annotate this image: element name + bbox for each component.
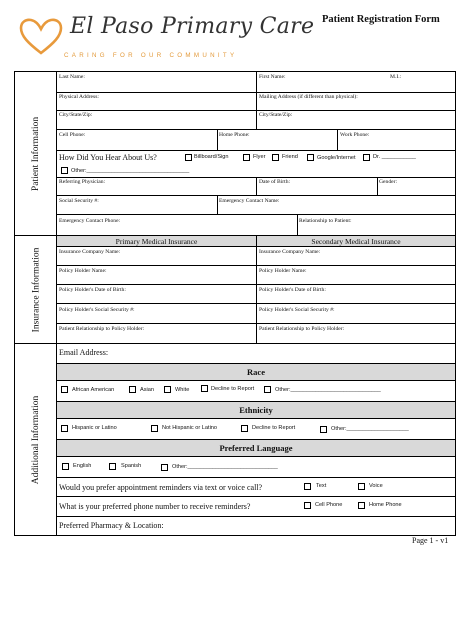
- brand-tagline: CARING FOR OUR COMMUNITY: [64, 52, 238, 59]
- race-african-american-label: African American: [72, 387, 115, 393]
- race-asian-checkbox[interactable]: [129, 386, 136, 393]
- ethnicity-hispanic-checkbox[interactable]: [61, 425, 68, 432]
- language-other-checkbox[interactable]: [161, 464, 168, 471]
- flyer-checkbox[interactable]: [243, 154, 250, 161]
- referring-physician-field[interactable]: Referring Physician:: [59, 179, 106, 185]
- race-header: Race: [57, 364, 455, 380]
- secondary-insurance-header: Secondary Medical Insurance: [257, 236, 455, 246]
- primary-insurance-header: Primary Medical Insurance: [57, 236, 256, 246]
- page-number: Page 1 - v1: [412, 536, 449, 545]
- section-additional-information: Additional Information: [31, 395, 42, 484]
- first-name-field[interactable]: First Name:: [259, 74, 286, 80]
- work-phone-field[interactable]: Work Phone:: [340, 132, 370, 138]
- friend-checkbox[interactable]: [272, 154, 279, 161]
- ethnicity-header: Ethnicity: [57, 402, 455, 418]
- reminder-voice-label: Voice: [369, 483, 383, 489]
- last-name-field[interactable]: Last Name:: [59, 74, 85, 80]
- ethnicity-decline-label: Decline to Report: [252, 425, 296, 431]
- city-state-zip-field[interactable]: City/State/Zip:: [59, 112, 93, 118]
- doctor-checkbox[interactable]: [363, 154, 370, 161]
- race-african-american-checkbox[interactable]: [61, 386, 68, 393]
- race-white-checkbox[interactable]: [164, 386, 171, 393]
- ethnicity-not-hispanic-label: Not Hispanic or Latino: [162, 425, 218, 431]
- hear-about-us-question: How Did You Hear About Us?: [59, 153, 157, 162]
- secondary-relationship-field[interactable]: Patient Relationship to Policy Holder:: [259, 326, 345, 332]
- primary-holder-dob-field[interactable]: Policy Holder's Date of Birth:: [59, 287, 126, 293]
- race-decline-checkbox[interactable]: [201, 385, 208, 392]
- other-source-field[interactable]: Other:_________________________________: [71, 168, 190, 174]
- reminder-text-checkbox[interactable]: [304, 483, 311, 490]
- mailing-address-field[interactable]: Mailing Address (if different than physical):: [259, 94, 358, 100]
- social-security-field[interactable]: Social Security #:: [59, 198, 99, 204]
- ethnicity-other-field[interactable]: Other:____________________: [331, 426, 409, 432]
- reminder-voice-checkbox[interactable]: [358, 483, 365, 490]
- race-other-checkbox[interactable]: [264, 386, 271, 393]
- other-source-checkbox[interactable]: [61, 167, 68, 174]
- primary-company-field[interactable]: Insurance Company Name:: [59, 249, 121, 255]
- section-patient-information: Patient Information: [31, 116, 42, 191]
- ethnicity-other-checkbox[interactable]: [320, 426, 327, 433]
- home-phone-field[interactable]: Home Phone:: [219, 132, 250, 138]
- language-other-field[interactable]: Other:_____________________________: [172, 464, 278, 470]
- physical-address-field[interactable]: Physical Address:: [59, 94, 99, 100]
- date-of-birth-field[interactable]: Date of Birth:: [259, 179, 291, 185]
- billboard-label: Billboard/Sign: [194, 154, 229, 160]
- reminder-cell-phone-checkbox[interactable]: [304, 502, 311, 509]
- cell-phone-field[interactable]: Cell Phone:: [59, 132, 86, 138]
- section-insurance-information: Insurance Information: [31, 247, 41, 332]
- reminder-text-label: Text: [316, 483, 327, 489]
- billboard-checkbox[interactable]: [185, 154, 192, 161]
- secondary-company-field[interactable]: Insurance Company Name:: [259, 249, 321, 255]
- race-decline-label: Decline to Report: [211, 386, 255, 392]
- primary-holder-name-field[interactable]: Policy Holder Name:: [59, 268, 107, 274]
- primary-relationship-field[interactable]: Patient Relationship to Policy Holder:: [59, 326, 145, 332]
- race-other-field[interactable]: Other:_____________________________: [275, 387, 381, 393]
- secondary-holder-ssn-field[interactable]: Policy Holder's Social Security #:: [259, 307, 335, 313]
- heart-logo-icon: [18, 17, 64, 57]
- language-english-checkbox[interactable]: [62, 463, 69, 470]
- ethnicity-hispanic-label: Hispanic or Latino: [72, 425, 117, 431]
- preferred-pharmacy-field[interactable]: Preferred Pharmacy & Location:: [59, 521, 164, 530]
- reminder-phone-question: What is your preferred phone number to receive reminders?: [59, 502, 251, 511]
- gender-field[interactable]: Gender:: [379, 179, 398, 185]
- ethnicity-decline-checkbox[interactable]: [241, 425, 248, 432]
- race-white-label: White: [175, 387, 190, 393]
- reminder-home-phone-checkbox[interactable]: [358, 502, 365, 509]
- email-address-field[interactable]: Email Address:: [59, 348, 109, 357]
- form-title: Patient Registration Form: [322, 14, 440, 25]
- preferred-language-header: Preferred Language: [57, 440, 455, 456]
- relationship-to-patient-field[interactable]: Relationship to Patient:: [299, 218, 352, 224]
- race-asian-label: Asian: [140, 387, 154, 393]
- language-spanish-label: Spanish: [121, 463, 142, 469]
- registration-form: [14, 71, 456, 536]
- primary-holder-ssn-field[interactable]: Policy Holder's Social Security #:: [59, 307, 135, 313]
- secondary-holder-dob-field[interactable]: Policy Holder's Date of Birth:: [259, 287, 326, 293]
- language-english-label: English: [73, 463, 92, 469]
- reminder-cell-phone-label: Cell Phone: [315, 502, 343, 508]
- reminder-preference-question: Would you prefer appointment reminders via text or voice call?: [59, 483, 263, 492]
- middle-initial-field[interactable]: M.I.:: [390, 74, 402, 80]
- google-internet-checkbox[interactable]: [307, 154, 314, 161]
- secondary-holder-name-field[interactable]: Policy Holder Name:: [259, 268, 307, 274]
- friend-label: Friend: [282, 154, 298, 160]
- ethnicity-not-hispanic-checkbox[interactable]: [151, 425, 158, 432]
- flyer-label: Flyer: [253, 154, 266, 160]
- emergency-contact-phone-field[interactable]: Emergency Contact Phone:: [59, 218, 121, 224]
- language-spanish-checkbox[interactable]: [109, 463, 116, 470]
- reminder-home-phone-label: Home Phone: [369, 502, 402, 508]
- doctor-label: Dr. ___________: [373, 154, 416, 160]
- mailing-city-state-zip-field[interactable]: City/State/Zip:: [259, 112, 293, 118]
- emergency-contact-name-field[interactable]: Emergency Contact Name:: [219, 198, 280, 204]
- brand-name: El Paso Primary Care: [70, 14, 315, 39]
- google-internet-label: Google/Internet: [317, 155, 356, 161]
